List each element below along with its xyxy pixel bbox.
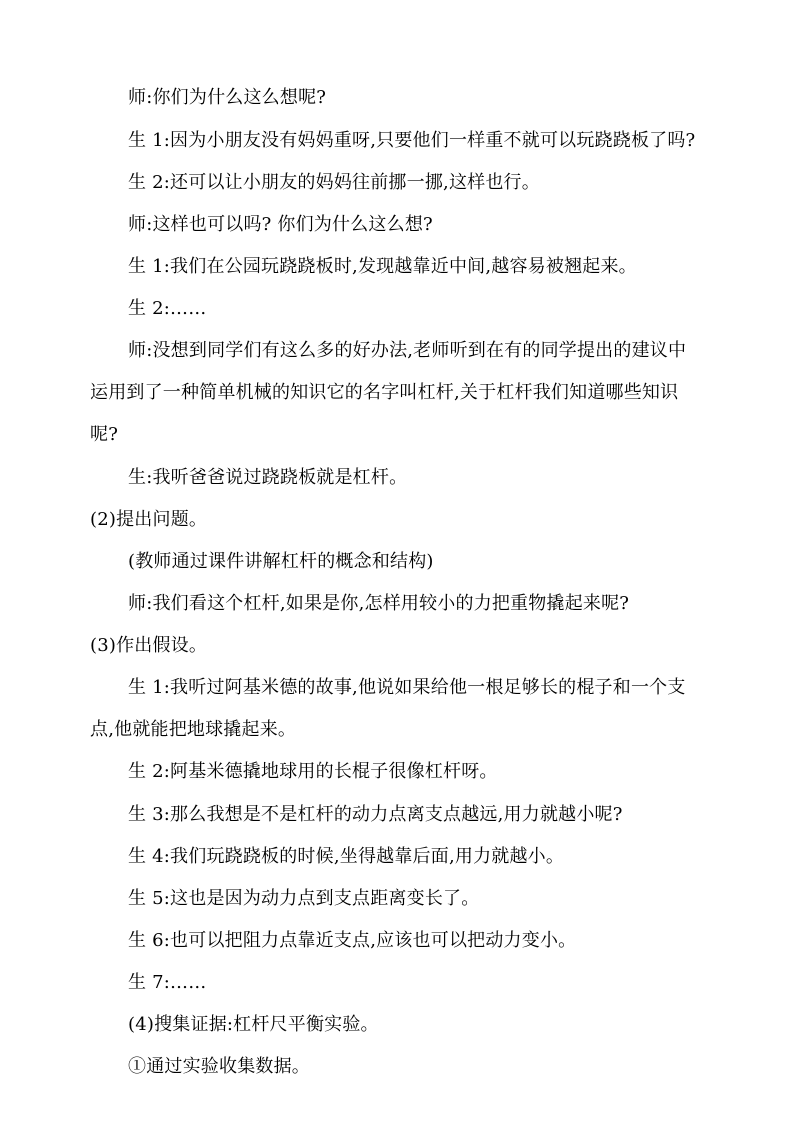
text-line: 师:这样也可以吗? 你们为什么这么想?	[128, 214, 433, 235]
text-line: (教师通过课件讲解杠杆的概念和结构)	[128, 551, 434, 572]
text-line: 师:没想到同学们有这么多的好办法,老师听到在有的同学提出的建议中	[128, 340, 687, 361]
text-line: 运用到了一种简单机械的知识它的名字叫杠杆,关于杠杆我们知道哪些知识	[90, 382, 679, 403]
section-heading: (3)作出假设。	[90, 635, 208, 656]
section-heading: (2)提出问题。	[90, 509, 208, 530]
text-line: 生 4:我们玩跷跷板的时候,坐得越靠后面,用力就越小。	[128, 846, 565, 867]
text-line: 呢?	[90, 424, 119, 445]
text-line: 生 2:还可以让小朋友的妈妈往前挪一挪,这样也行。	[128, 172, 540, 193]
text-line: 生:我听爸爸说过跷跷板就是杠杆。	[128, 467, 408, 488]
text-line: 师:我们看这个杠杆,如果是你,怎样用较小的力把重物撬起来呢?	[128, 593, 630, 614]
text-line: 生 7:……	[128, 972, 207, 993]
text-line: 生 2:……	[128, 298, 207, 319]
section-heading: (4)搜集证据:杠杆尺平衡实验。	[128, 1014, 379, 1035]
text-line: 点,他就能把地球撬起来。	[90, 719, 297, 740]
text-line: 生 3:那么我想是不是杠杆的动力点离支点越远,用力就越小呢?	[128, 804, 623, 825]
text-line: ①通过实验收集数据。	[128, 1056, 310, 1077]
text-line: 生 6:也可以把阻力点靠近支点,应该也可以把动力变小。	[128, 930, 577, 951]
text-line: 生 5:这也是因为动力点到支点距离变长了。	[128, 888, 480, 909]
text-line: 生 1:我们在公园玩跷跷板时,发现越靠近中间,越容易被翘起来。	[128, 256, 637, 277]
text-line: 生 2:阿基米德撬地球用的长棍子很像杠杆呀。	[128, 761, 498, 782]
text-line: 生 1:因为小朋友没有妈妈重呀,只要他们一样重不就可以玩跷跷板了吗?	[128, 130, 696, 151]
text-line: 生 1:我听过阿基米德的故事,他说如果给他一根足够长的棍子和一个支	[128, 677, 686, 698]
text-line: 师:你们为什么这么想呢?	[128, 87, 327, 108]
